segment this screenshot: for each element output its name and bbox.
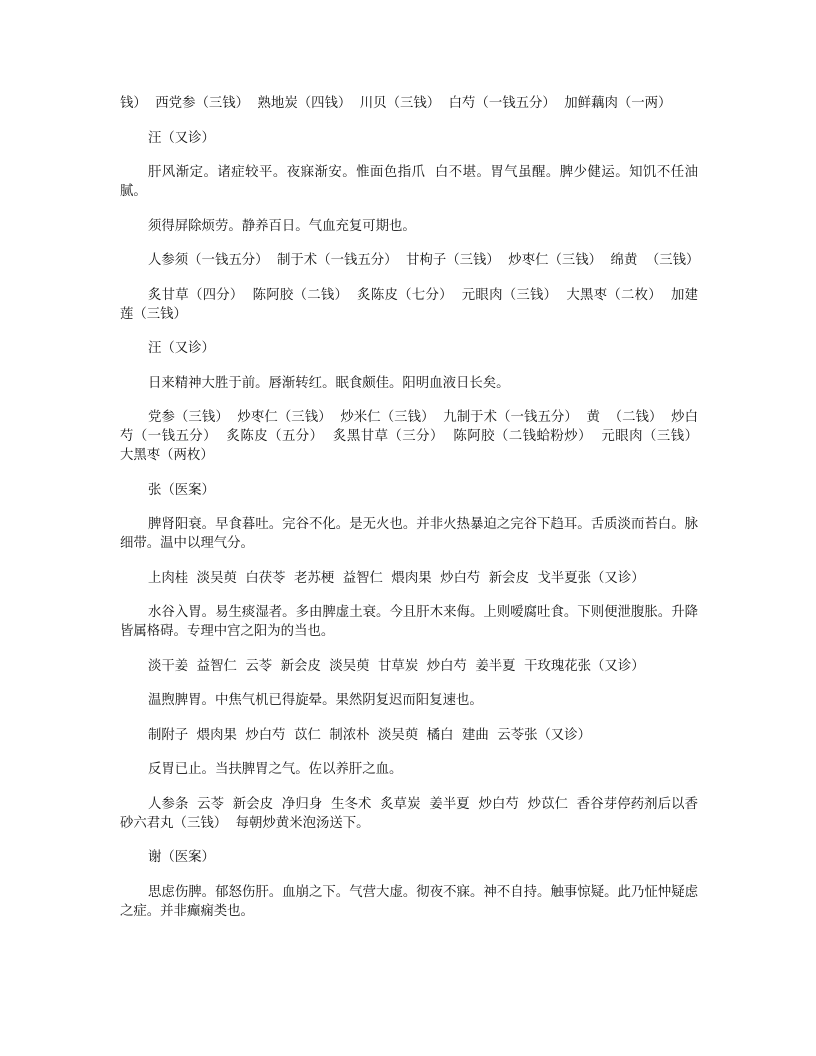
prescription-text: 人参条 云苓 新会皮 净归身 生冬术 炙草炭 姜半夏 炒白芍 炒苡仁 香谷芽停药剂后以香砂六君丸（三钱） 每朝炒黄米泡汤送下。 [120, 796, 698, 831]
case-text: 日来精神大胜于前。唇渐转红。眠食颇佳。阳明血液日长矣。 [148, 375, 510, 391]
case-text: 温煦脾胃。中焦气机已得旋晕。果然阴复迟而阳复速也。 [148, 693, 483, 708]
document-page [120, 94, 707, 936]
case-text: 脾肾阳衰。早食暮吐。完谷不化。是无火也。并非火热暴迫之完谷下趋耳。舌质淡而苔白。脉细带。温中以理气分。 [120, 517, 698, 551]
prescription-text: 上肉桂 淡吴萸 白茯苓 老苏梗 益智仁 煨肉果 炒白芍 新会皮 戈半夏张（又诊） [148, 570, 645, 586]
case-text: 水谷入胃。易生痰湿者。多由脾虚土衰。今且肝木来侮。上则嗳腐吐食。下则便泄腹胀。升降皆属格碍。专理中宫之阳为的当也。 [120, 605, 698, 639]
case-heading: 谢（医案） [148, 850, 215, 865]
prescription-continuation: 钱） 西党参（三钱） 熟地炭（四钱） 川贝（三钱） 白芍（一钱五分） 加鲜藕肉（一两） [120, 96, 672, 111]
prescription-text: 制附子 煨肉果 炒白芍 苡仁 制浓朴 淡吴萸 橘白 建曲 云苓张（又诊） [148, 727, 592, 743]
case-text: 肝风渐定。诸症较平。夜寐渐安。惟面色指爪 白不堪。胃气虽醒。脾少健运。知饥不任油腻。 [120, 165, 698, 199]
case-heading: 张（医案） [148, 482, 215, 498]
prescription-text: 党参（三钱） 炒枣仁（三钱） 炒米仁（三钱） 九制于术（一钱五分） 黄 （二钱） 炒白芍（一钱五分） 炙陈皮（五分） 炙黑甘草（三分） 陈阿胶（二钱蛤粉炒） 元眼肉（三钱） 大黑枣（两枚） [120, 410, 707, 463]
case-heading: 汪（又诊） [148, 130, 215, 146]
prescription-text: 淡干姜 益智仁 云苓 新会皮 淡吴萸 甘草炭 炒白芍 姜半夏 干玫瑰花张（又诊） [148, 658, 645, 674]
prescription-text: 炙甘草（四分） 陈阿胶（二钱） 炙陈皮（七分） 元眼肉（三钱） 大黑枣（二枚） 加建莲（三钱） [120, 287, 698, 322]
case-text: 思虑伤脾。郁怒伤肝。血崩之下。气营大虚。彻夜不寐。神不自持。触事惊疑。此乃怔忡疑虑之症。并非癫痫类也。 [120, 884, 698, 919]
case-text: 反胃已止。当扶脾胃之气。佐以养肝之血。 [148, 762, 403, 777]
prescription-text: 人参须（一钱五分） 制于术（一钱五分） 甘枸子（三钱） 炒枣仁（三钱） 绵黄 （三钱） [148, 253, 700, 268]
case-text: 须得屏除烦劳。静养百日。气血充复可期也。 [148, 218, 416, 234]
case-heading: 汪（又诊） [148, 341, 215, 356]
